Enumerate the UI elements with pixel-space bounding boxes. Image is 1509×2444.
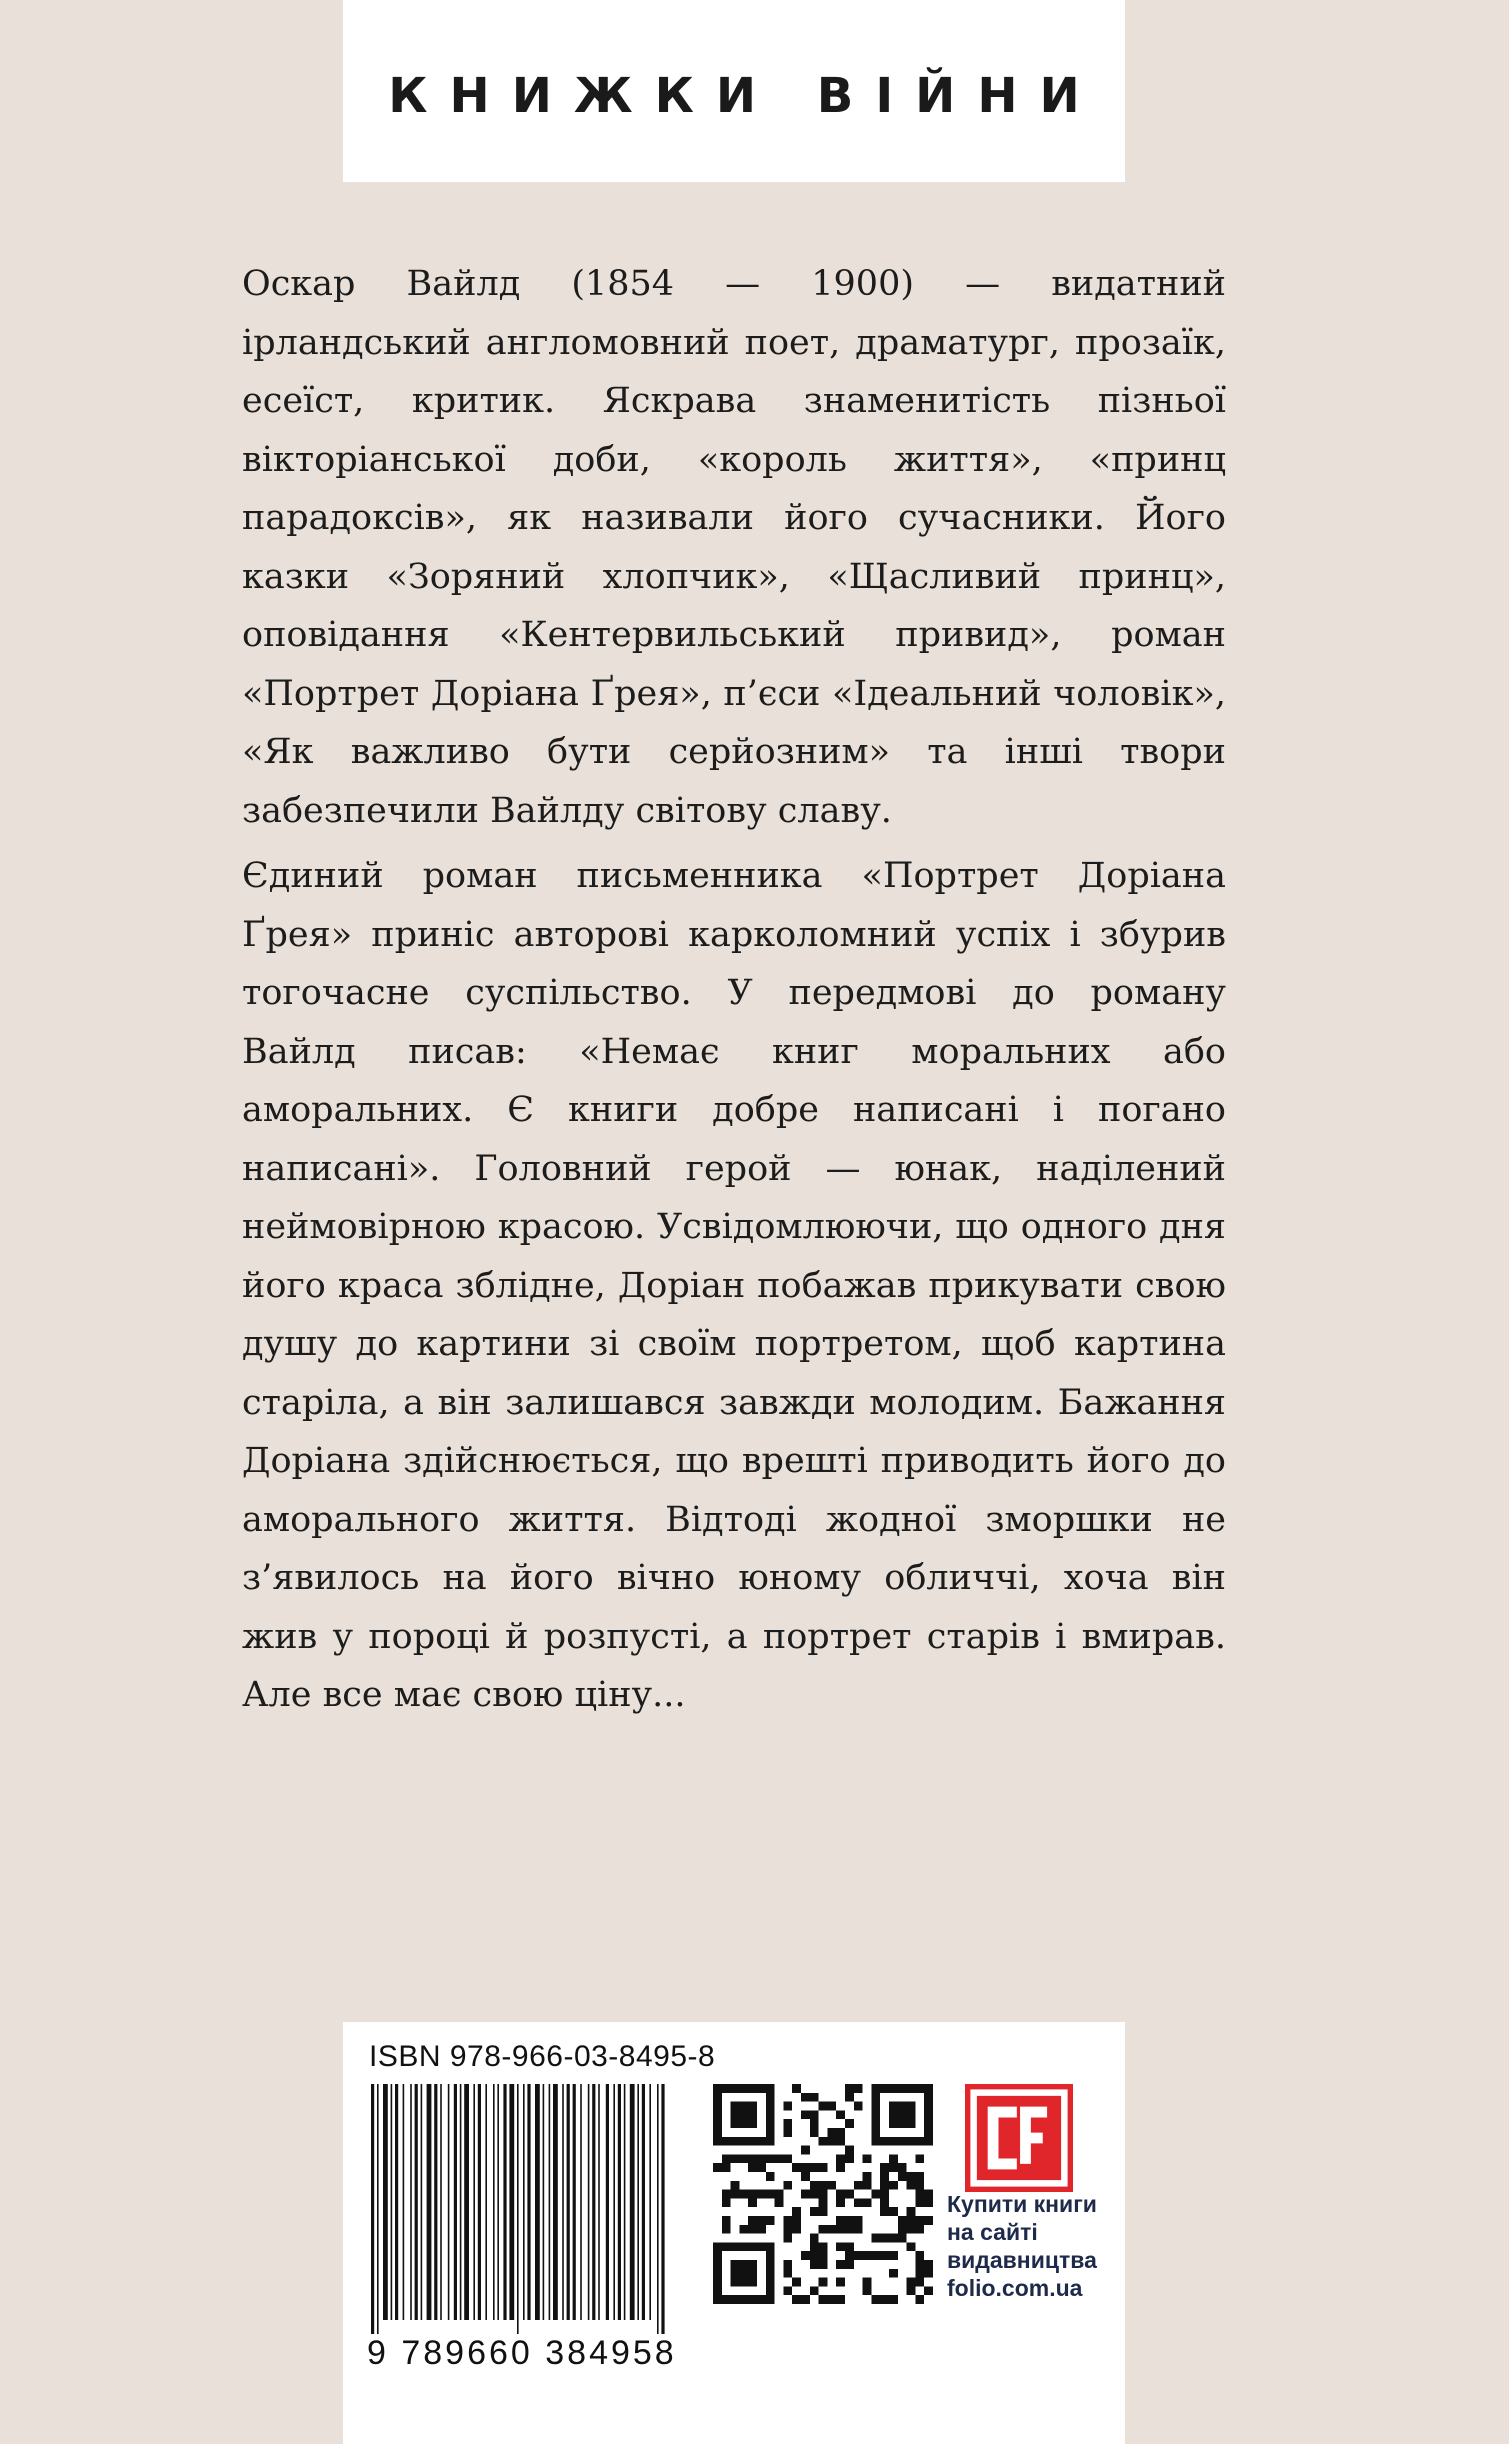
buy-books-note <box>947 2190 1117 2302</box>
novel-paragraph: Єдиний роман письменника «Портрет Доріана Ґрея» приніс авторові карколомний успіх і збурив тогочасне суспільство. У передмові до роману Вайлд писав: «Немає книг моральних або аморальних. Є книги добре написані і погано написані». Головний герой — юнак, наділений неймовірною красою. Усвідомлюючи, що одного дня його краса зблідне, Доріан побажав прикувати свою душу до картини зі своїм портретом, щоб картина старіла, а він залишався завжди молодим. Бажання Доріана здійснюється, що врешті приводить його до аморального життя. Відтоді жодної зморшки не з’явилось на його вічно юному обличчі, хоча він жив у пороці й розпусті, а портрет старів і вмирав. Але все має свою ціну... <box>242 856 1226 1715</box>
buy-line: видавництва <box>947 2247 1097 2273</box>
qr-code-icon[interactable] <box>713 2084 933 2304</box>
isbn-panel <box>343 2022 1125 2444</box>
cf-publisher-logo-icon <box>965 2084 1073 2192</box>
series-header <box>343 0 1125 182</box>
series-title: КНИЖКИ ВІЙНИ <box>388 68 1102 124</box>
buy-line: на сайті <box>947 2219 1038 2245</box>
buy-line: Купити книги <box>947 2191 1097 2217</box>
isbn-label: ISBN 978-966-03-8495-8 <box>369 2040 716 2073</box>
barcode-digits: 9 789660 384958 <box>367 2334 677 2372</box>
barcode-icon <box>367 2084 667 2334</box>
book-description <box>242 255 1226 1732</box>
publisher-website-link[interactable]: folio.com.ua <box>947 2275 1083 2301</box>
author-paragraph: Оскар Вайлд (1854 — 1900) — видатний ірландський англомовний поет, драматург, прозаїк, есеїст, критик. Яскрава знаменитість пізньої вікторіанської доби, «король життя», «принц парадоксів», як називали його сучасники. Його казки «Зоряний хлопчик», «Щасливий принц», оповідання «Кентервильський привид», роман «Портрет Доріана Ґрея», п’єси «Ідеальний чоловік», «Як важливо бути серйозним» та інші твори забезпечили Вайлду світову славу. <box>242 264 1226 831</box>
